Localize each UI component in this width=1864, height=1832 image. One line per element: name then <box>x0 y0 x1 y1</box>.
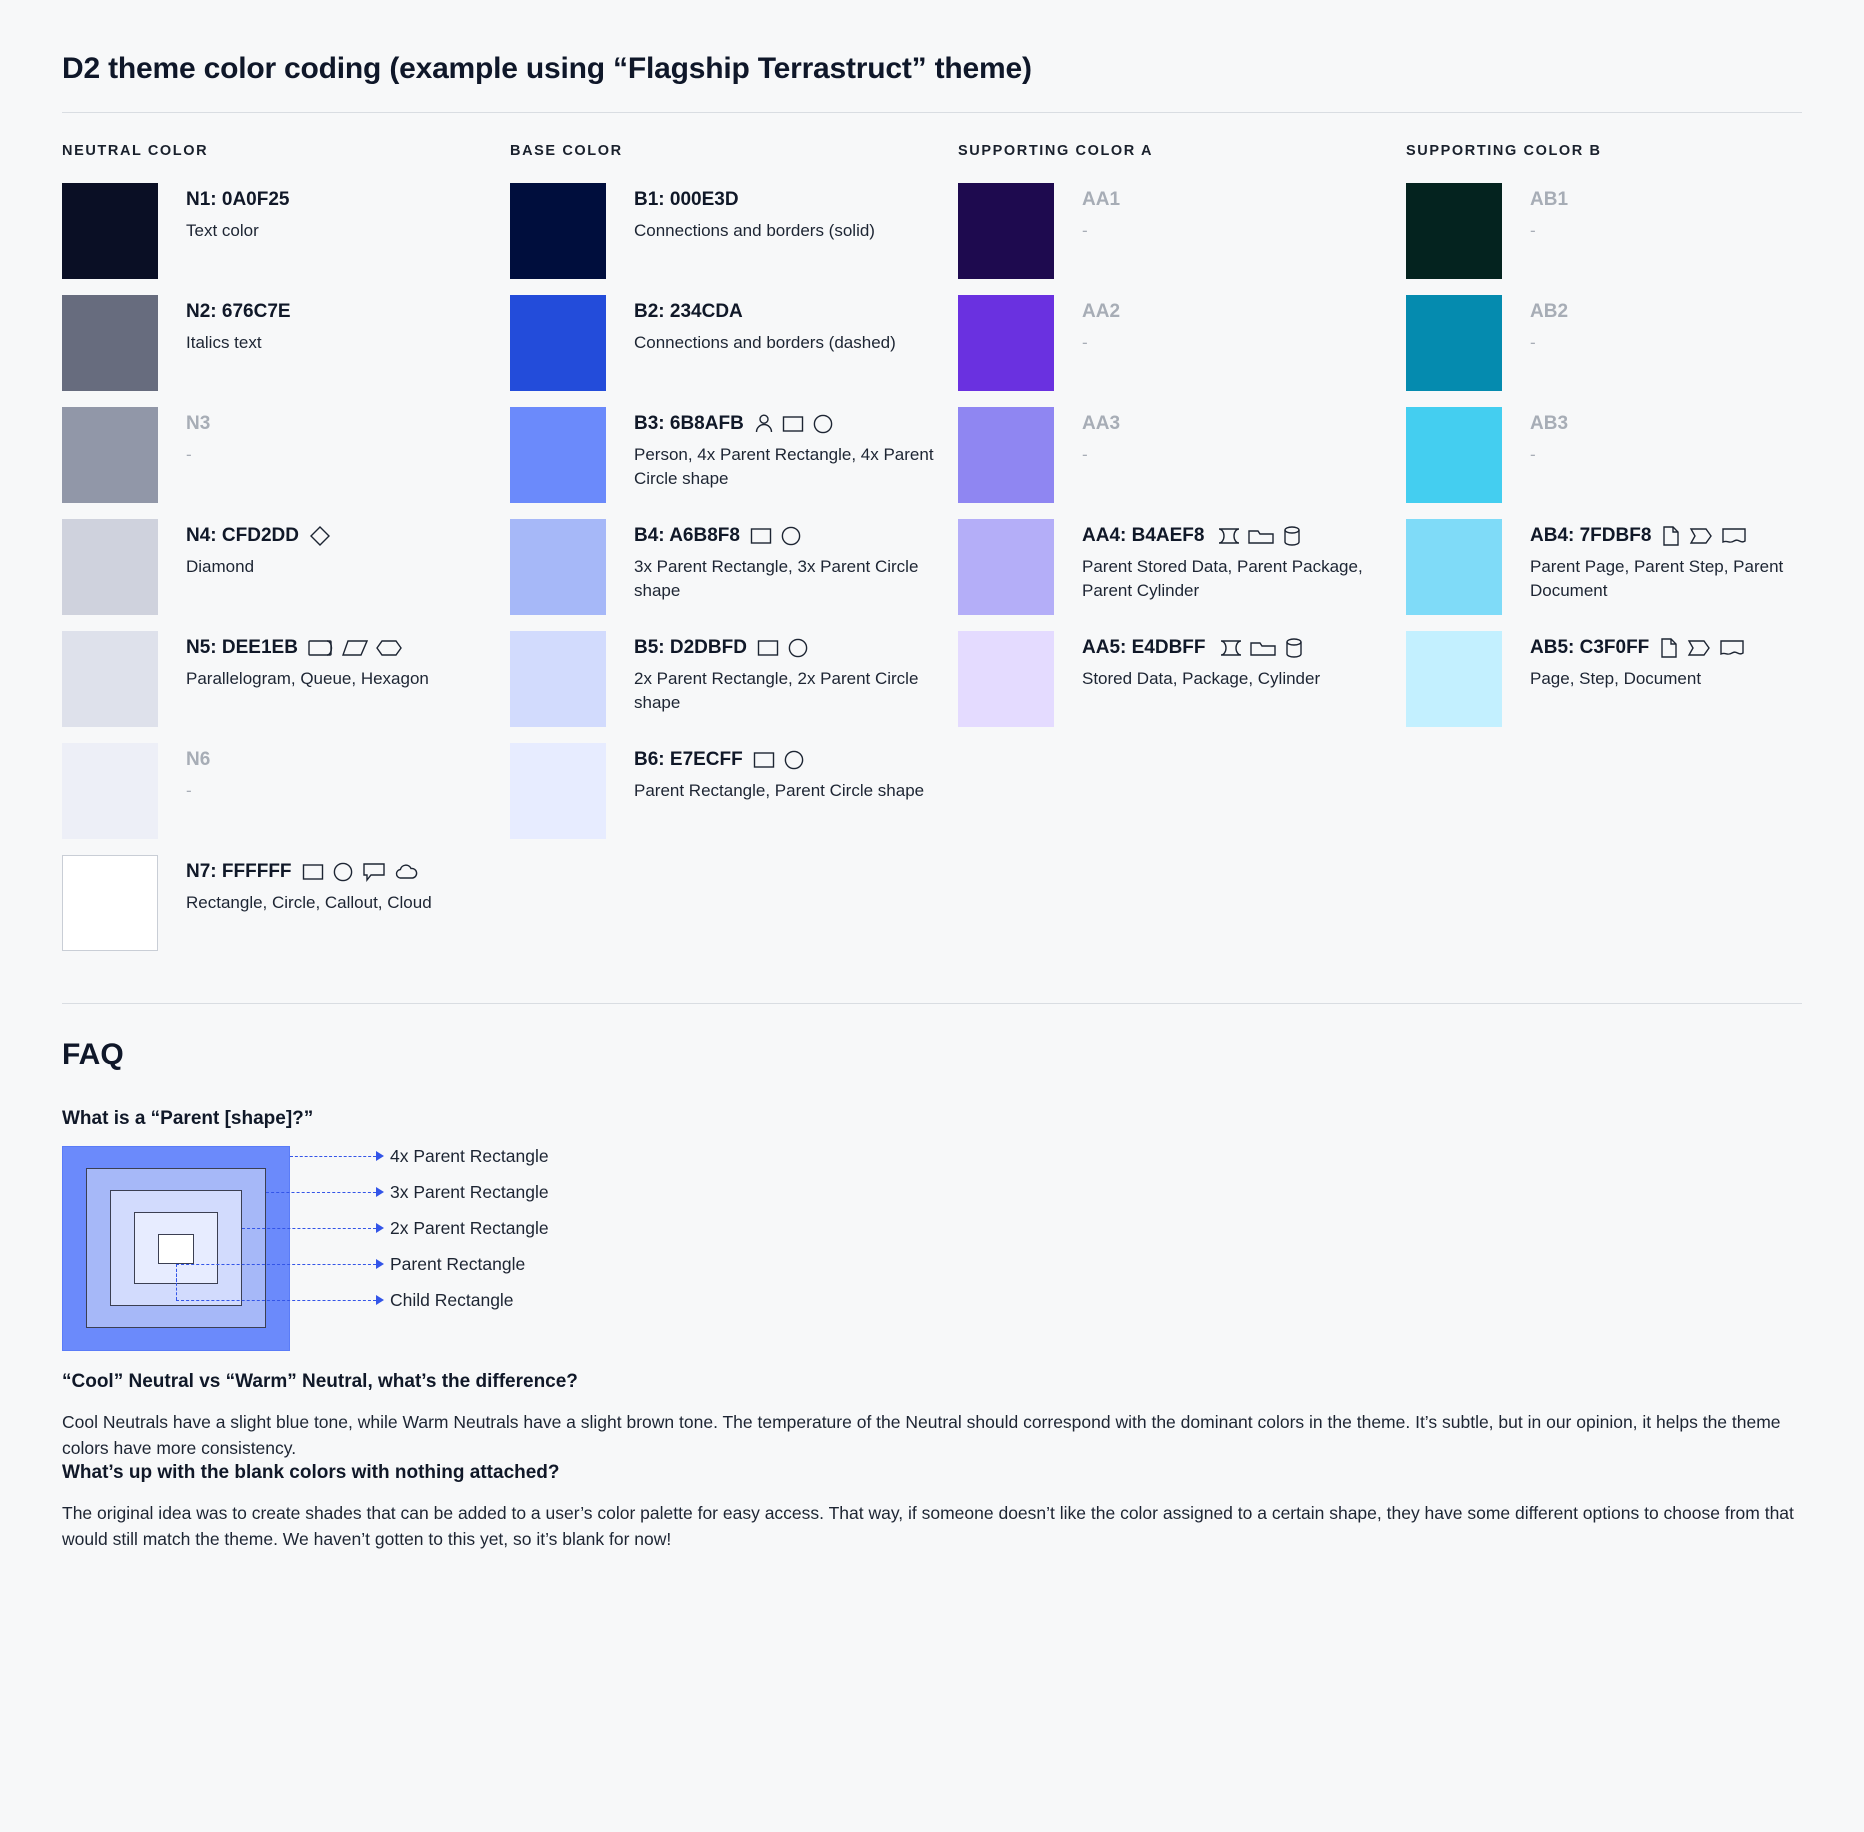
color-swatch <box>510 407 606 503</box>
swatch-description: - <box>1530 332 1536 352</box>
color-swatch <box>958 631 1054 727</box>
color-swatch <box>1406 407 1502 503</box>
leader-v-5 <box>176 1264 177 1300</box>
swatch-label-row <box>1082 413 1406 435</box>
color-swatch-row <box>958 631 1406 727</box>
swatch-code: B3: 6B8AFB <box>634 413 744 435</box>
swatch-body <box>158 631 510 727</box>
color-swatch-row <box>958 183 1406 279</box>
leader-arrow-2 <box>376 1187 384 1197</box>
swatch-code: N4: CFD2DD <box>186 525 299 547</box>
color-swatch <box>958 407 1054 503</box>
color-swatch <box>958 183 1054 279</box>
swatch-body <box>606 407 958 503</box>
swatch-body <box>1502 519 1854 615</box>
swatch-label-row <box>1082 525 1406 547</box>
swatch-description: Stored Data, Package, Cylinder <box>1082 669 1321 688</box>
color-swatch-row <box>62 631 510 727</box>
shape-icons <box>308 638 402 658</box>
swatch-description: Parent Rectangle, Parent Circle shape <box>634 781 925 800</box>
cylinder-icon <box>1282 525 1302 547</box>
swatch-code: B6: E7ECFF <box>634 749 743 771</box>
swatch-label-row <box>186 301 510 323</box>
swatch-label-row <box>634 749 958 771</box>
nest-child <box>158 1234 194 1264</box>
swatch-body <box>1502 631 1854 727</box>
swatch-label-row <box>186 413 510 435</box>
color-swatch <box>1406 519 1502 615</box>
swatch-description: Italics text <box>186 332 262 352</box>
color-swatch <box>510 183 606 279</box>
diagram-label-1: 3x Parent Rectangle <box>390 1182 549 1202</box>
color-swatch-row <box>62 183 510 279</box>
swatch-code: AB5: C3F0FF <box>1530 637 1650 659</box>
color-swatch <box>62 519 158 615</box>
page-icon <box>1661 525 1681 547</box>
swatch-label-row <box>634 525 958 547</box>
swatch-code: AA5: E4DBFF <box>1082 637 1206 659</box>
swatch-body <box>1502 295 1854 391</box>
swatch-code: AA2 <box>1082 301 1121 322</box>
color-column <box>510 143 958 967</box>
queue-icon <box>308 638 334 658</box>
swatch-description: Person, 4x Parent Rectangle, 4x Parent Circle shape <box>634 445 934 489</box>
color-swatch <box>958 295 1054 391</box>
circle-icon <box>783 749 805 771</box>
diagram-label-0: 4x Parent Rectangle <box>390 1146 549 1166</box>
color-columns <box>62 143 1802 967</box>
rectangle-icon <box>750 526 772 546</box>
swatch-body <box>606 743 958 839</box>
color-swatch <box>510 743 606 839</box>
swatch-body <box>158 519 510 615</box>
color-swatch-row <box>510 743 958 839</box>
color-swatch-row <box>510 519 958 615</box>
color-swatch-row <box>1406 407 1854 503</box>
color-swatch <box>958 519 1054 615</box>
swatch-body <box>1054 183 1406 279</box>
swatch-label-row <box>186 525 510 547</box>
leader-5 <box>176 1300 376 1301</box>
swatch-description: Parallelogram, Queue, Hexagon <box>186 668 429 688</box>
swatch-body <box>1054 631 1406 727</box>
swatch-code: B4: A6B8F8 <box>634 525 740 547</box>
shape-icons <box>302 861 420 883</box>
color-swatch <box>62 855 158 951</box>
faq-answer-3: The original idea was to create shades that can be added to a user’s color palette for easy access. That way, if someone doesn’t like the color assigned to a certain shape, they have some different options to choose from that would still match the theme. We haven’t gotten to this yet, so it’s blank for now! <box>62 1502 1794 1549</box>
shape-icons <box>1661 525 1747 547</box>
swatch-description: Rectangle, Circle, Callout, Cloud <box>186 893 432 912</box>
swatch-code: N2: 676C7E <box>186 301 291 322</box>
faq-answer-2: Cool Neutrals have a slight blue tone, while Warm Neutrals have a slight brown tone. The temperature of the Neutral should correspond with the dominant colors in the theme. It’s subtle, but in our opinion, it helps the theme colors have more consistency. <box>62 1412 1781 1459</box>
leader-arrow-1 <box>376 1151 384 1161</box>
leader-2 <box>266 1192 376 1193</box>
color-swatch-row <box>1406 519 1854 615</box>
color-swatch <box>510 295 606 391</box>
color-swatch-row <box>1406 183 1854 279</box>
color-swatch <box>1406 183 1502 279</box>
color-swatch <box>62 631 158 727</box>
swatch-label-row <box>1530 189 1854 211</box>
swatch-body <box>158 743 510 839</box>
document-icon <box>1719 638 1745 658</box>
color-swatch-row <box>958 519 1406 615</box>
page-title: D2 theme color coding (example using “Flagship Terrastruct” theme) <box>62 52 1032 85</box>
color-column <box>958 143 1406 967</box>
faq-divider <box>62 1003 1802 1004</box>
leader-4 <box>176 1264 376 1265</box>
swatch-body <box>1054 519 1406 615</box>
diagram-label-2: 2x Parent Rectangle <box>390 1218 549 1238</box>
swatch-code: N3 <box>186 413 211 434</box>
swatch-label-row <box>1530 413 1854 435</box>
color-swatch-row <box>510 631 958 727</box>
swatch-code: N1: 0A0F25 <box>186 189 290 210</box>
color-swatch-row <box>62 295 510 391</box>
swatch-code: AA4: B4AEF8 <box>1082 525 1205 547</box>
shape-icons <box>309 525 331 547</box>
swatch-description: Connections and borders (solid) <box>634 220 875 240</box>
swatch-description: - <box>186 780 192 800</box>
shape-icons <box>750 525 802 547</box>
color-swatch-row <box>1406 631 1854 727</box>
rectangle-icon <box>782 414 804 434</box>
circle-icon <box>812 413 834 435</box>
shape-icons <box>1214 525 1302 547</box>
parallelogram-icon <box>342 638 368 658</box>
swatch-description: Diamond <box>186 557 255 576</box>
leader-arrow-4 <box>376 1259 384 1269</box>
swatch-body <box>606 519 958 615</box>
color-swatch-row <box>958 407 1406 503</box>
swatch-description: 3x Parent Rectangle, 3x Parent Circle shape <box>634 557 919 601</box>
swatch-code: AB2 <box>1530 301 1569 322</box>
leader-1 <box>290 1156 376 1157</box>
swatch-body <box>1054 295 1406 391</box>
swatch-description: - <box>1082 332 1088 352</box>
color-swatch-row <box>62 743 510 839</box>
swatch-body <box>158 407 510 503</box>
swatch-code: B5: D2DBFD <box>634 637 747 659</box>
swatch-body <box>1054 407 1406 503</box>
document-icon <box>1721 526 1747 546</box>
swatch-label-row <box>1082 189 1406 211</box>
color-swatch <box>510 631 606 727</box>
stored-data-icon <box>1216 638 1242 658</box>
diagram-label-3: Parent Rectangle <box>390 1254 526 1274</box>
circle-icon <box>332 861 354 883</box>
color-swatch-row <box>62 855 510 951</box>
color-swatch <box>1406 295 1502 391</box>
swatch-code: B2: 234CDA <box>634 301 743 322</box>
swatch-label-row <box>1530 525 1854 547</box>
color-swatch-row <box>62 407 510 503</box>
swatch-code: N5: DEE1EB <box>186 637 298 658</box>
rectangle-icon <box>302 862 324 882</box>
swatch-label-row <box>186 749 510 771</box>
swatch-label-row <box>1082 637 1406 659</box>
color-swatch <box>62 407 158 503</box>
swatch-code: N6 <box>186 749 211 770</box>
color-swatch-row <box>510 183 958 279</box>
leader-arrow-3 <box>376 1223 384 1233</box>
shape-icons <box>757 637 809 659</box>
swatch-description: - <box>1530 220 1536 240</box>
hexagon-icon <box>376 638 402 658</box>
swatch-description: - <box>1082 444 1088 464</box>
swatch-code: N7: FFFFFF <box>186 861 292 883</box>
color-swatch <box>62 743 158 839</box>
diagram-label-4: Child Rectangle <box>390 1290 514 1310</box>
swatch-description: 2x Parent Rectangle, 2x Parent Circle shape <box>634 669 919 713</box>
column-heading: SUPPORTING COLOR B <box>1406 143 1602 159</box>
cylinder-icon <box>1284 637 1304 659</box>
package-icon <box>1250 638 1276 658</box>
circle-icon <box>787 637 809 659</box>
swatch-description: Parent Stored Data, Parent Package, Parent Cylinder <box>1082 557 1363 601</box>
swatch-code: AA3 <box>1082 413 1121 434</box>
package-icon <box>1248 526 1274 546</box>
swatch-description: Text color <box>186 220 259 240</box>
swatch-label-row <box>186 637 510 659</box>
diamond-icon <box>309 525 331 547</box>
swatch-label-row <box>186 861 510 883</box>
color-swatch <box>62 183 158 279</box>
swatch-body <box>1502 407 1854 503</box>
color-swatch <box>1406 631 1502 727</box>
swatch-label-row <box>1530 637 1854 659</box>
callout-icon <box>362 861 386 883</box>
color-column <box>62 143 510 967</box>
swatch-label-row <box>634 413 958 435</box>
swatch-code: B1: 000E3D <box>634 189 739 210</box>
person-icon <box>754 413 774 435</box>
rectangle-icon <box>753 750 775 770</box>
step-icon <box>1687 638 1711 658</box>
swatch-description: - <box>186 444 192 464</box>
column-heading: SUPPORTING COLOR A <box>958 143 1154 159</box>
shape-icons <box>1216 637 1304 659</box>
swatch-label-row <box>186 189 510 211</box>
swatch-label-row <box>634 637 958 659</box>
step-icon <box>1689 526 1713 546</box>
color-swatch-row <box>62 519 510 615</box>
swatch-description: Parent Page, Parent Step, Parent Document <box>1530 557 1784 601</box>
faq-question-2: “Cool” Neutral vs “Warm” Neutral, what’s the difference? <box>62 1371 578 1392</box>
column-heading: BASE COLOR <box>510 143 623 159</box>
swatch-code: AB3 <box>1530 413 1569 434</box>
swatch-label-row <box>1082 301 1406 323</box>
title-divider <box>62 112 1802 113</box>
cloud-icon <box>394 862 420 882</box>
faq-question-3: What’s up with the blank colors with nothing attached? <box>62 1461 560 1483</box>
swatch-description: Connections and borders (dashed) <box>634 332 896 352</box>
color-swatch-row <box>1406 295 1854 391</box>
swatch-body <box>606 295 958 391</box>
swatch-label-row <box>634 301 958 323</box>
leader-3 <box>242 1228 376 1229</box>
swatch-code: AB1 <box>1530 189 1569 210</box>
swatch-description: - <box>1082 220 1088 240</box>
swatch-body <box>606 631 958 727</box>
rectangle-icon <box>757 638 779 658</box>
circle-icon <box>780 525 802 547</box>
swatch-label-row <box>634 189 958 211</box>
swatch-description: Page, Step, Document <box>1530 669 1702 688</box>
faq-heading: FAQ <box>62 1038 124 1071</box>
shape-icons <box>753 749 805 771</box>
stored-data-icon <box>1214 526 1240 546</box>
faq-question-1: What is a “Parent [shape]?” <box>62 1108 314 1129</box>
swatch-body <box>606 183 958 279</box>
color-swatch-row <box>510 407 958 503</box>
shape-icons <box>754 413 834 435</box>
swatch-body <box>158 183 510 279</box>
swatch-body <box>158 295 510 391</box>
swatch-label-row <box>1530 301 1854 323</box>
color-swatch-row <box>958 295 1406 391</box>
swatch-description: - <box>1530 444 1536 464</box>
swatch-code: AA1 <box>1082 189 1121 210</box>
color-swatch <box>62 295 158 391</box>
color-column <box>1406 143 1854 967</box>
shape-icons <box>1659 637 1745 659</box>
swatch-body <box>1502 183 1854 279</box>
leader-arrow-5 <box>376 1295 384 1305</box>
color-swatch-row <box>510 295 958 391</box>
color-swatch <box>510 519 606 615</box>
page-icon <box>1659 637 1679 659</box>
swatch-body <box>158 855 510 951</box>
column-heading: NEUTRAL COLOR <box>62 143 209 159</box>
swatch-code: AB4: 7FDBF8 <box>1530 525 1652 547</box>
parent-shape-diagram <box>62 1146 822 1361</box>
